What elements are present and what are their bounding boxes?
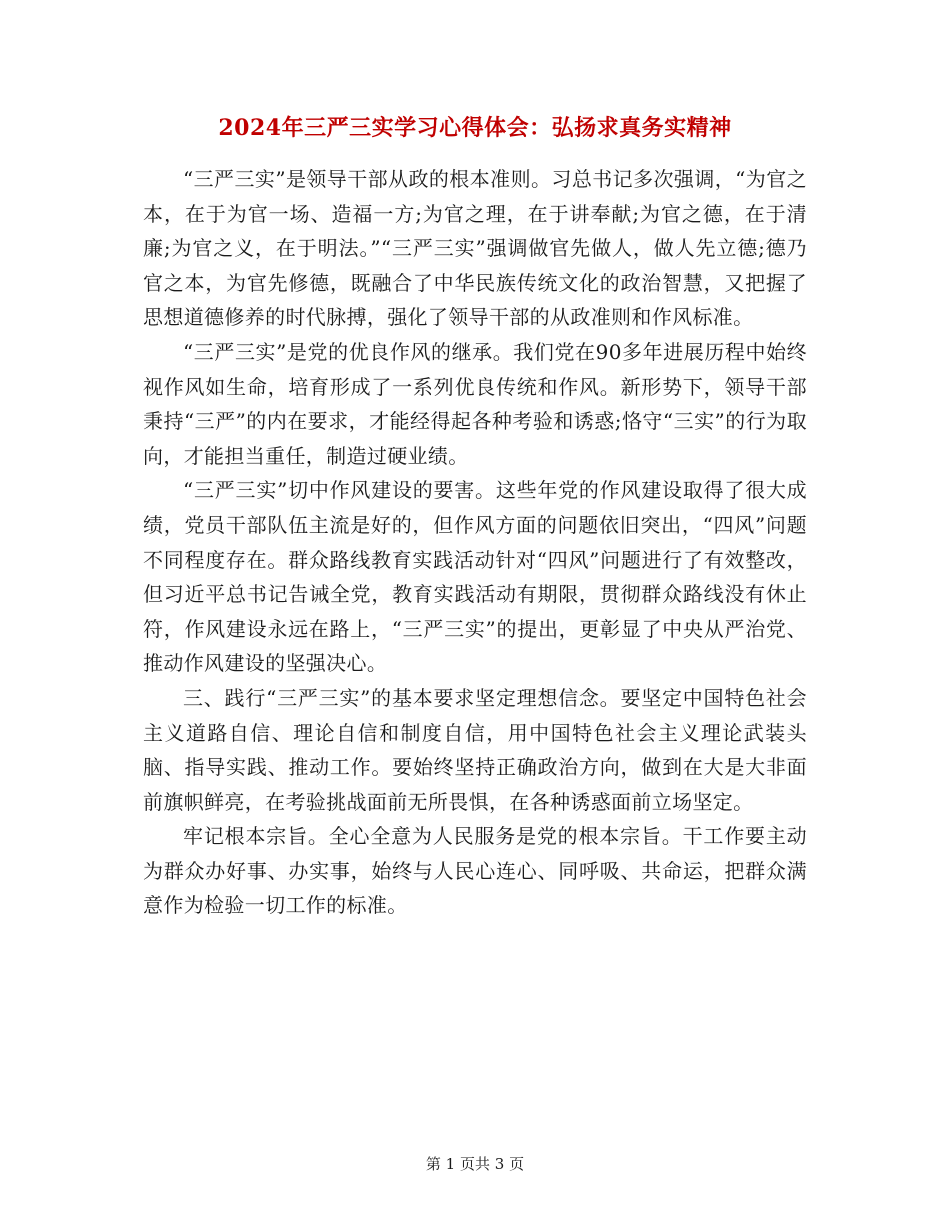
paragraph-5: 牢记根本宗旨。全心全意为人民服务是党的根本宗旨。干工作要主动为群众办好事、办实事，始终与人民心连心、同呼吸、共命运，把群众满意作为检验一切工作的标准。	[143, 824, 807, 918]
paragraph-1: “三严三实”是领导干部从政的根本准则。习总书记多次强调，“为官之本，在于为官一场、造福一方;为官之理，在于讲奉献;为官之德，在于清廉;为官之义，在于明法。”“三严三实”强调做官先做人，做人先立德;德乃官之本，为官先修德，既融合了中华民族传统文化的政治智慧，又把握了思想道德修养的时代脉搏，强化了领导干部的从政准则和作风标准。	[143, 167, 807, 330]
paragraph-4: 三、践行“三严三实”的基本要求坚定理想信念。要坚定中国特色社会主义道路自信、理论自信和制度自信，用中国特色社会主义理论武装头脑、指导实践、推动工作。要始终坚持正确政治方向，做到在大是大非面前旗帜鲜亮，在考验挑战面前无所畏惧，在各种诱惑面前立场坚定。	[143, 685, 807, 814]
paragraph-3: “三严三实”切中作风建设的要害。这些年党的作风建设取得了很大成绩，党员干部队伍主流是好的，但作风方面的问题依旧突出，“四风”问题不同程度存在。群众路线教育实践活动针对“四风”问题进行了有效整改，但习近平总书记告诫全党，教育实践活动有期限，贯彻群众路线没有休止符，作风建设永远在路上，“三严三实”的提出，更彰显了中央从严治党、推动作风建设的坚强决心。	[143, 478, 807, 676]
paragraph-2: “三严三实”是党的优良作风的继承。我们党在90多年进展历程中始终视作风如生命，培育形成了一系列优良传统和作风。新形势下，领导干部秉持“三严”的内在要求，才能经得起各种考验和诱惑;恪守“三实”的行为取向，才能担当重任，制造过硬业绩。	[143, 339, 807, 468]
document-body	[143, 162, 807, 923]
page-number-footer: 第 1 页共 3 页	[425, 1155, 525, 1173]
document-title: 2024年三严三实学习心得体会：弘扬求真务实精神	[218, 115, 732, 141]
